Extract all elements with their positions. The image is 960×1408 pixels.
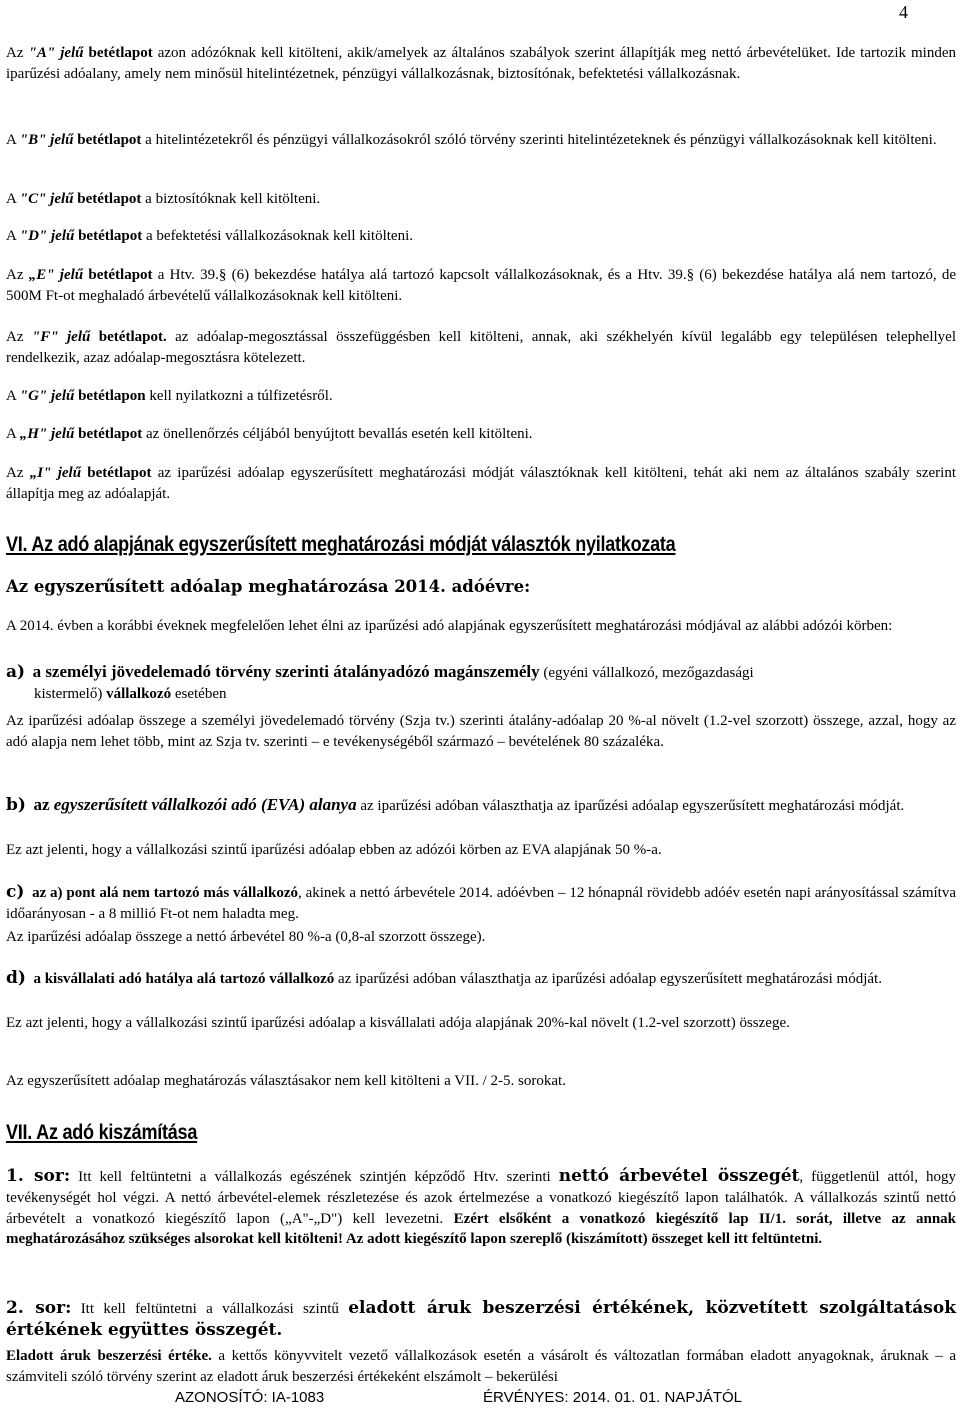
paragraph-h: A „H" jelű betétlapot az önellenőrzés céljából benyújtott bevallás esetén kell kitölteni. bbox=[6, 426, 533, 442]
section-6-closing: Az egyszerűsített adóalap meghatározás választásakor nem kell kitölteni a VII. / 2-5. sorokat. bbox=[6, 1073, 566, 1089]
paragraph-b: A "B" jelű betétlapot a hitelintézetekről és pénzügyi vállalkozásokról szóló törvény szerinti hitelintézeteknek és pénzügyi vállalkozásoknak kell kitölteni. bbox=[6, 132, 937, 148]
footer bbox=[0, 1389, 960, 1408]
paragraph-i: Az „I" jelű betétlapot az iparűzési adóalap egyszerűsített meghatározási módját választóknak kell kitölteni, tehát aki nem az általános szabály szerint állapítja meg az adóalapját. bbox=[6, 465, 956, 502]
section-6-title: VI. Az adó alapjának egyszerűsített meghatározási módját választók nyilatkozata bbox=[6, 533, 676, 556]
item-c-text: Az iparűzési adóalap összege a nettó árbevétel 80 %-a (0,8-al szorzott összege). bbox=[6, 929, 486, 945]
page-number: 4 bbox=[899, 2, 908, 22]
item-b-text: Ez azt jelenti, hogy a vállalkozási szintű iparűzési adóalap ebben az adózói körben az EVA alapjának 50 %-a. bbox=[6, 842, 662, 858]
row-2-text: 2. sor: Itt kell feltüntetni a vállalkozási szintű eladott áruk beszerzési értékének, közvetített szolgáltatások értékének együttes összegét. bbox=[6, 1298, 956, 1340]
section-6-intro: A 2014. évben a korábbi éveknek megfelelően lehet élni az iparűzési adó alapjának egyszerűsített meghatározási módjával az alábbi adózói körben: bbox=[6, 618, 893, 634]
paragraph-f: Az "F" jelű betétlapot. az adóalap-megosztással összefüggésben kell kitölteni, annak, aki székhelyén kívül legalább egy településen telephellyel rendelkezik, azaz adóalap-megosztásra kötelezett. bbox=[6, 329, 957, 366]
item-a-text: Az iparűzési adóalap összege a személyi jövedelemadó törvény (Szja tv.) szerinti átalány-adóalap 20 %-al növelt (1.2-vel szorzott) összege, azzal, hogy az adó alapja nem lehet több, mint az Szja tv. szerinti – e tevékenységéből származó – bevételének 80 százaléka. bbox=[6, 713, 956, 750]
item-b: b) az egyszerűsített vállalkozói adó (EVA) alanya az iparűzési adóban választhatja az iparűzési adóalap egyszerűsített meghatározási módját. bbox=[6, 795, 905, 815]
paragraph-d: A "D" jelű betétlapot a befektetési vállalkozásoknak kell kitölteni. bbox=[6, 228, 413, 244]
paragraph-a: Az "A" jelű betétlapot azon adózóknak kell kitölteni, akik/amelyek az általános szabályok szerint állapítják meg nettó árbevételüket. Ide tartozik minden iparűzési adóalany, amely nem minősül hitelintézetnek, pénzügyi vállalkozásnak, biztosítónak, befektetési vállalkozásnak. bbox=[6, 45, 956, 82]
section-7-title: VII. Az adó kiszámítása bbox=[6, 1121, 198, 1144]
item-a: a) a személyi jövedelemadó törvény szerinti átalányadózó magánszemély (egyéni vállalkozó, mezőgazdasági kistermelő) vállalkozó esetében bbox=[6, 662, 754, 702]
item-c: c) az a) pont alá nem tartozó más vállalkozó, akinek a nettó árbevétele 2014. adóévben – 12 hónapnál rövidebb adóév esetén napi arányosítással számítva időarányosan - a 8 millió Ft-ot nem haladta meg. bbox=[6, 882, 957, 922]
footer-valid: ÉRVÉNYES: 2014. 01. 01. NAPJÁTÓL bbox=[483, 1389, 743, 1406]
paragraph-c: A "C" jelű betétlapot a biztosítóknak kell kitölteni. bbox=[6, 191, 321, 207]
row-2-detail: Eladott áruk beszerzési értéke. a kettős könyvvitelt vezető vállalkozások esetén a vásárolt és változatlan formában eladott anyagoknak, áruknak – a számviteli szóló törvény szerint az eladott áruk beszerzési értékeként elszámolt – bekerülési bbox=[6, 1348, 956, 1385]
paragraph-e: Az „E" jelű betétlapot a Htv. 39.§ (6) bekezdése hatálya alá tartozó kapcsolt vállalkozásoknak, és a Htv. 39.§ (6) bekezdése hatálya alá nem tartozó, de 500M Ft-ot meghaladó árbevételű vállalkozásoknak kell kitölteni. bbox=[6, 267, 956, 304]
section-6-subtitle: Az egyszerűsített adóalap meghatározása 2014. adóévre: bbox=[6, 577, 531, 596]
row-1-text: 1. sor: Itt kell feltüntetni a vállalkozás egészének szintjén képződő Htv. szerinti nettó árbevétel összegét, függetlenül attól, hogy tevékenységét hol végzi. A nettó árbevétel-elemek részletezése és azok értelmezése a vonatkozó kiegészítő lapon találhatók. A vállalkozás szintű nettó árbevételt a vonatkozó kiegészítő lapon („A"-„D") kell levezetni. Ezért elsőként a vonatkozó kiegészítő lap II/1. sorát, illetve az annak meghatározásához szükséges alsorokat kell kitölteni! Az adott kiegészítő lapon szereplő (kiszámított) összeget kell itt feltüntetni. bbox=[6, 1166, 956, 1248]
paragraph-g: A "G" jelű betétlapon kell nyilatkozni a túlfizetésről. bbox=[6, 388, 333, 404]
item-d: d) a kisvállalati adó hatálya alá tartozó vállalkozó az iparűzési adóban választhatja az iparűzési adóalap egyszerűsített meghatározási módját. bbox=[6, 968, 882, 988]
footer-id: AZONOSÍTÓ: IA-1083 bbox=[175, 1389, 325, 1406]
item-d-text: Ez azt jelenti, hogy a vállalkozási szintű iparűzési adóalap a kisvállalati adója alapjának 20%-kal növelt (1.2-vel szorzott) összege. bbox=[6, 1015, 790, 1031]
